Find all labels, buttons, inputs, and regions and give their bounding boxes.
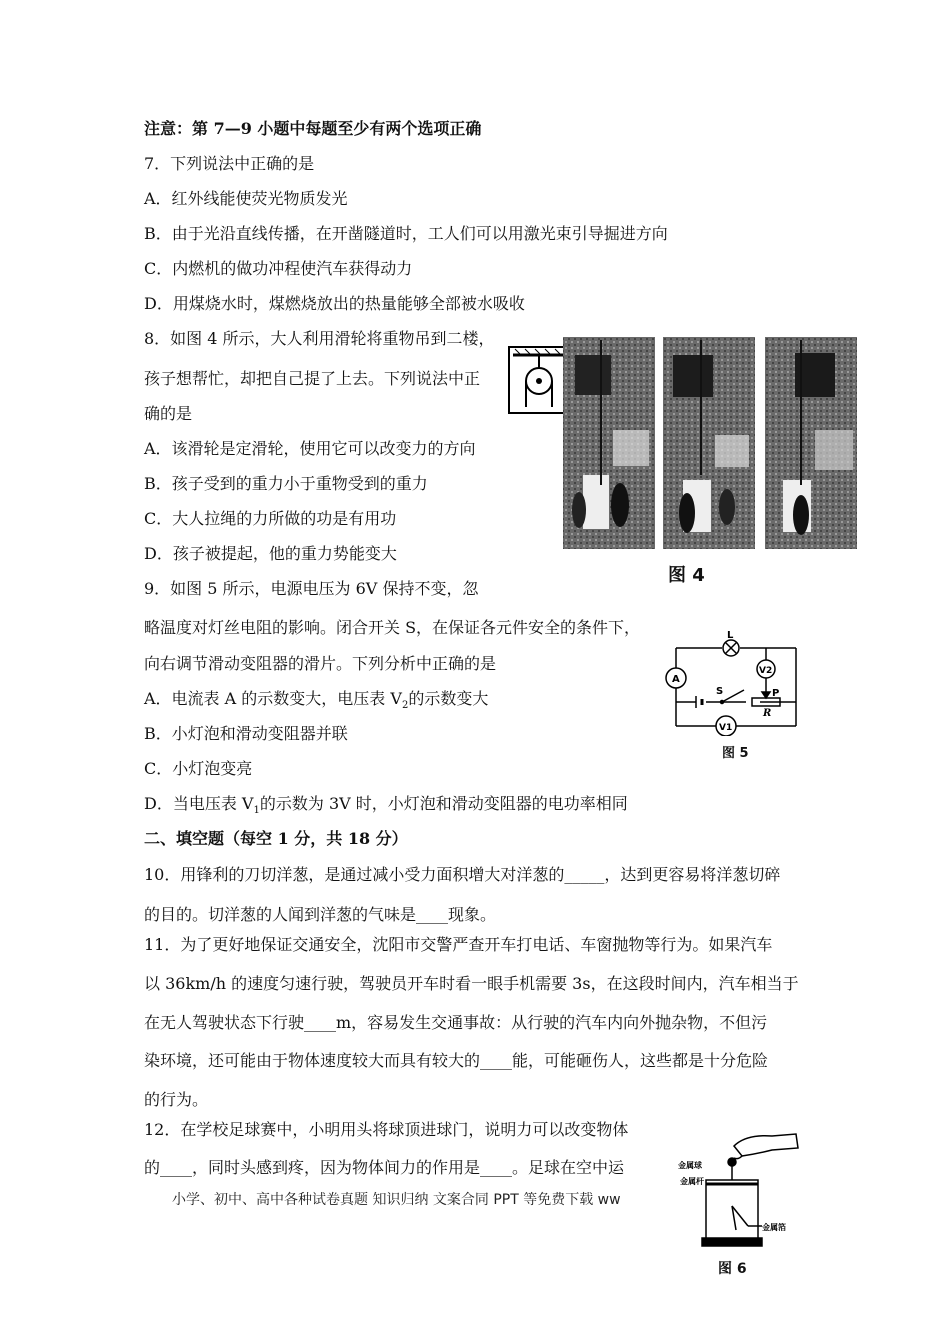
pulley-scene-illustration [505,335,860,555]
q11-line-2: 以 36km/h 的速度匀速行驶，驾驶员开车时看一眼手机需要 3s，在这段时间内，汽车相当于 [144,974,799,993]
q9-stem-1: 9．如图 5 所示，电源电压为 6V 保持不变，忽 [144,579,479,598]
q11-line-3: 在无人驾驶状态下行驶____m，容易发生交通事故：从行驶的汽车内向外抛杂物，不但污 [144,1013,768,1032]
photo-panel-3 [765,337,857,549]
notice: 注意：第 7—9 小题中每题至少有两个选项正确 [144,119,482,138]
electroscope-illustration [676,1126,806,1254]
lamp-label: L [727,630,734,641]
q12-line-2: 的____，同时头感到疼，因为物体间力的作用是____。足球在空中运 [144,1158,625,1177]
ammeter-label: A [672,674,680,685]
q7-option-a: A．红外线能使荧光物质发光 [144,189,348,208]
switch-label: S [716,686,724,697]
rod-label: 金属杆 [680,1177,704,1186]
rheostat-label: R [763,708,772,719]
q11-line-5: 的行为。 [144,1090,209,1109]
figure-6-caption: 图 6 [718,1261,747,1277]
figure-6 [676,1126,806,1254]
circuit-diagram [660,626,805,736]
q8-stem-2: 孩子想帮忙，却把自己提了上去。下列说法中正 [144,369,481,388]
q9-option-c: C．小灯泡变亮 [144,759,253,778]
section-title: 二、填空题（每空 1 分，共 18 分） [144,829,408,848]
figure-5 [660,626,805,736]
q8-option-a: A．该滑轮是定滑轮，使用它可以改变力的方向 [144,439,476,458]
figure-4 [505,335,860,555]
q9-option-b: B．小灯泡和滑动变阻器并联 [144,724,348,743]
photo-panel-1 [563,337,655,549]
q9-option-a: A．电流表 A 的示数变大，电压表 $V_2$的示数变大 [144,689,489,712]
slider-label: P [772,688,780,699]
q11-line-1: 11．为了更好地保证交通安全，沈阳市交警严查开车打电话、车窗抛物等行为。如果汽车 [144,935,773,954]
figure-5-caption: 图 5 [722,746,749,761]
q10-line-1: 10．用锋利的刀切洋葱，是通过减小受力面积增大对洋葱的_____，达到更容易将洋葱切碎 [144,865,781,884]
q8-option-b: B．孩子受到的重力小于重物受到的重力 [144,474,428,493]
q7-option-d: D．用煤烧水时，煤燃烧放出的热量能够全部被水吸收 [144,294,525,313]
q8-option-d: D．孩子被提起，他的重力势能变大 [144,544,397,563]
photo-panel-2 [663,337,755,549]
q11-line-4: 染环境，还可能由于物体速度较大而具有较大的____能，可能砸伤人，这些都是十分危险 [144,1051,769,1070]
q12-line-1: 12．在学校足球赛中，小明用头将球顶进球门，说明力可以改变物体 [144,1120,629,1139]
q7-option-b: B．由于光沿直线传播，在开凿隧道时，工人们可以用激光束引导掘进方向 [144,224,668,243]
q8-stem-1: 8．如图 4 所示，大人利用滑轮将重物吊到二楼， [144,329,495,348]
ball-label: 金属球 [678,1161,702,1170]
q9-option-d: D．当电压表 $V_1$的示数为 3V 时，小灯泡和滑动变阻器的电功率相同 [144,794,628,817]
q7-option-c: C．内燃机的做功冲程使汽车获得动力 [144,259,413,278]
foil-label: 金属箔 [762,1223,786,1232]
q9-stem-3: 向右调节滑动变阻器的滑片。下列分析中正确的是 [144,654,497,673]
q10-line-2: 的目的。切洋葱的人闻到洋葱的气味是____现象。 [144,905,497,924]
voltmeter-v1-label: V1 [719,723,733,733]
q7-stem: 7．下列说法中正确的是 [144,154,315,173]
figure-4-caption: 图 4 [668,565,705,586]
footer-ad-text: 小学、初中、高中各种试卷真题 知识归纳 文案合同 PPT 等免费下载 ww [172,1192,621,1208]
q8-stem-3: 确的是 [144,404,193,423]
q9-stem-2: 略温度对灯丝电阻的影响。闭合开关 S，在保证各元件安全的条件下， [144,618,641,637]
q8-option-c: C．大人拉绳的力所做的功是有用功 [144,509,397,528]
voltmeter-v2-label: V2 [759,666,773,676]
